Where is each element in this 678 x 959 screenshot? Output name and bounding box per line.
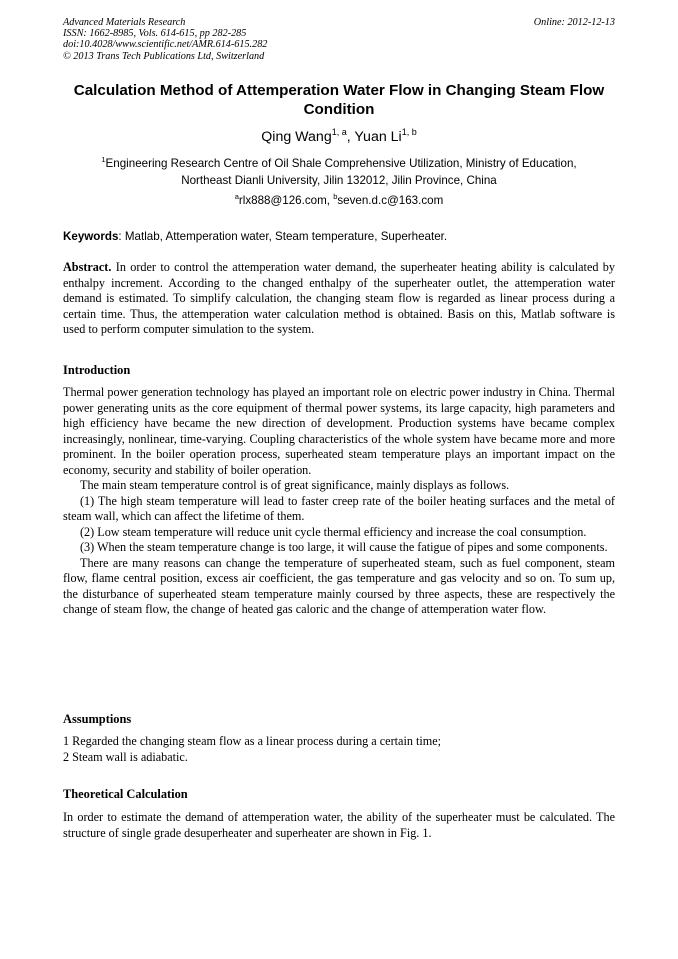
online-date: Online: 2012-12-13: [533, 17, 615, 28]
list-item: 2 Steam wall is adiabatic.: [63, 749, 188, 764]
paper-title: Calculation Method of Attemperation Water Flow in Changing Steam Flow Condition: [73, 82, 605, 118]
keywords-label: Keywords: [63, 230, 119, 243]
author-separator: ,: [346, 129, 355, 145]
abstract-label: Abstract.: [63, 260, 112, 274]
paragraph: The main steam temperature control is of great significance, mainly displays as follows.: [80, 478, 510, 492]
affiliation-text: Engineering Research Centre of Oil Shale Comprehensive Utilization, Ministry of Education,: [105, 157, 577, 170]
author-affiliation-mark: 1, a: [331, 127, 347, 137]
keywords-text: : Matlab, Attemperation water, Steam temperature, Superheater.: [118, 230, 448, 243]
section-heading-assumptions: Assumptions: [63, 712, 132, 726]
issn-line: ISSN: 1662-8985, Vols. 614-615, pp 282-285: [63, 28, 247, 40]
author-name: Yuan Li: [354, 129, 402, 145]
author-name: Qing Wang: [261, 129, 332, 145]
journal-name: Advanced Materials Research: [63, 17, 186, 28]
copyright-line: © 2013 Trans Tech Publications Ltd, Switzerland: [63, 50, 265, 62]
author-list: [63, 128, 615, 146]
journal-header: [63, 17, 267, 62]
abstract: [63, 260, 615, 338]
theoretical-body: [63, 810, 615, 841]
paragraph: (2) Low steam temperature will reduce unit cycle thermal efficiency and increase the coal consumption.: [80, 524, 587, 539]
affiliation-mark: 1: [101, 155, 106, 164]
paragraph: There are many reasons can change the temperature of superheated steam, such as fuel component, steam flow, flame central position, excess air coefficient, the gas temperature and gas velocity and so on. To sum up, the disturbance of superheated steam temperature mainly coursed by three aspects, these are respectively the change of steam flow, the change of heated gas caloric and the change of attemperation water flow.: [63, 555, 615, 616]
paragraph: (1) The high steam temperature will lead to faster creep rate of the boiler heating surfaces and the metal of steam wall, which can affect the lifetime of them.: [63, 493, 615, 523]
introduction-body: [63, 385, 615, 618]
author-affiliation-mark: 1, b: [401, 127, 417, 137]
author-emails: [63, 193, 615, 208]
list-item: 1 Regarded the changing steam flow as a linear process during a certain time;: [63, 734, 442, 748]
email-mark: a: [234, 192, 239, 201]
abstract-text: In order to control the attemperation water demand, the superheater heating ability is calculated by enthalpy increment. According to the changed enthalpy of the superheater outlet, the attemperation water demand is estimated. To simplify calculation, the changing steam flow is regarded as linear process during a certain time. Thus, the attemperation water calculation method is obtained. Basis on this, Matlab software is used to perform computer simulation to the system.: [63, 260, 615, 336]
section-heading-introduction: Introduction: [63, 363, 131, 377]
email-mark: b: [333, 192, 338, 201]
affiliation-line: Northeast Dianli University, Jilin 132012, Jilin Province, China: [181, 174, 497, 187]
affiliation: [63, 155, 615, 189]
section-heading-theoretical-calculation: Theoretical Calculation: [63, 787, 188, 801]
assumptions-list: [63, 734, 615, 765]
email-link[interactable]: rlx888@126.com: [238, 194, 327, 207]
paragraph: (3) When the steam temperature change is too large, it will cause the fatigue of pipes and some components.: [80, 540, 608, 554]
affiliation-line: [63, 155, 615, 172]
keywords: [63, 229, 615, 244]
paragraph: In order to estimate the demand of attemperation water, the ability of the superheater must be calculated. The structure of single grade desuperheater and superheater are shown in Fig. 1.: [63, 810, 615, 840]
paragraph: Thermal power generation technology has played an important role on electric power industry in China. Thermal power generating units as the core equipment of thermal power systems, its large capacity, high parameters and high efficiency have became the new direction of development. Production systems have became complex increasingly, nonlinear, time-varying. Coupling characteristics of the whole system have became more and more prominent. In the boiler operation process, superheated steam temperature plays an important impact on the economy, security and stability of boiler operation.: [63, 385, 615, 477]
email-link[interactable]: seven.d.c@163.com: [337, 194, 444, 207]
email-separator: ,: [326, 194, 334, 207]
doi-line: doi:10.4028/www.scientific.net/AMR.614-615.282: [63, 39, 268, 51]
